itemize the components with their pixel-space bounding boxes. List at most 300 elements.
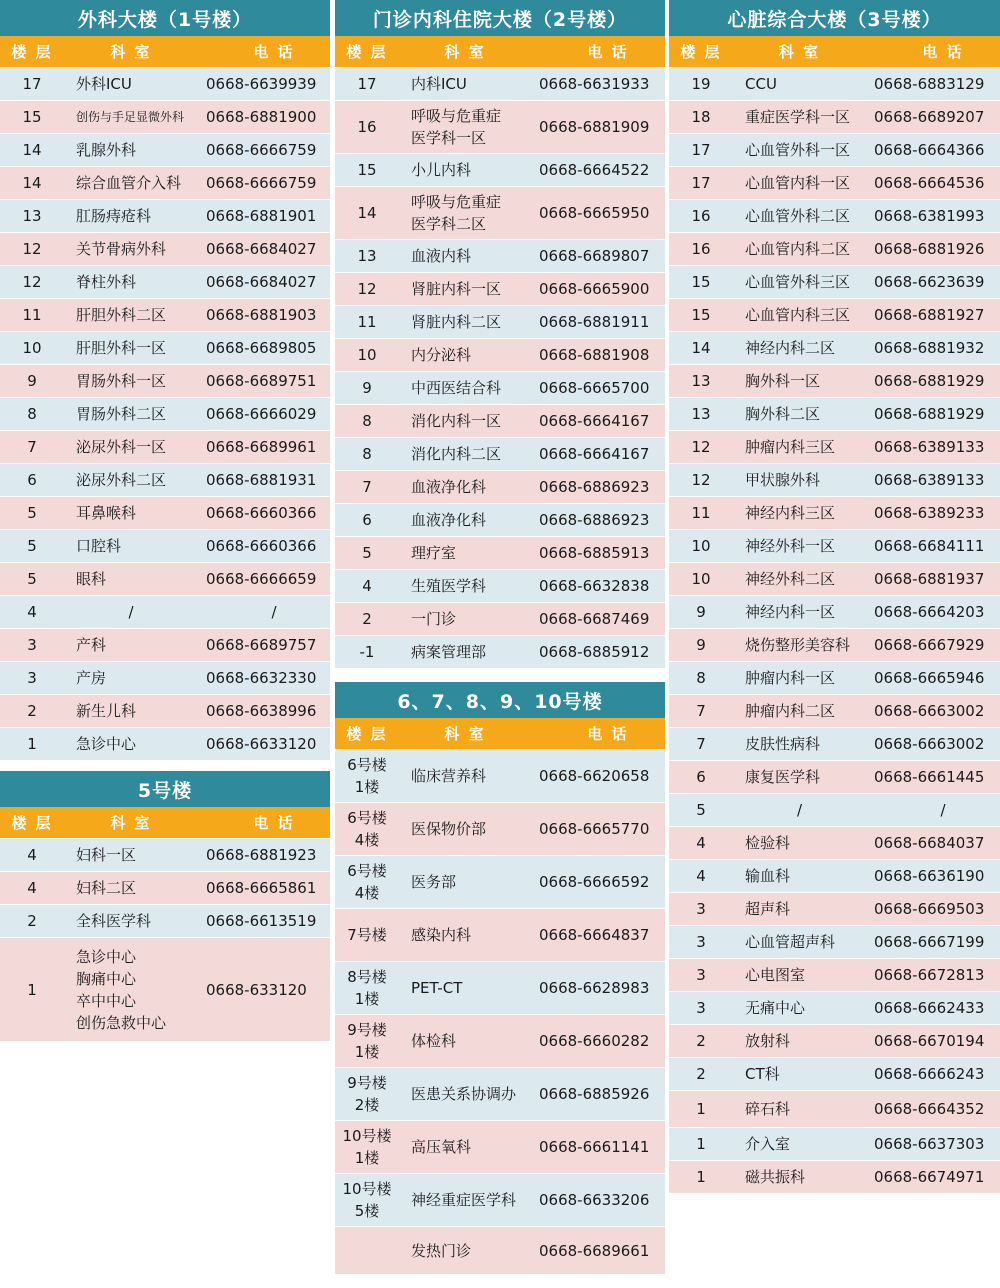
phone-cell: 0668-6886923 <box>539 511 650 529</box>
floor-cell: 17 <box>691 141 711 159</box>
floor-cell: 17 <box>357 75 377 93</box>
department-cell: 生殖医学科 <box>411 577 487 595</box>
table-row <box>669 496 1000 529</box>
floor-cell: 10 <box>691 537 711 555</box>
phone-cell: 0668-6881900 <box>206 108 317 126</box>
floor-cell: 16 <box>691 240 711 258</box>
phone-cell: 0668-6881932 <box>874 339 985 357</box>
department-cell: 医务部 <box>411 873 457 891</box>
department-cell: 心血管内科一区 <box>745 174 851 192</box>
floor-cell: 2 <box>696 1065 706 1083</box>
floor-cell: 16 <box>357 118 377 136</box>
table-row <box>669 331 1000 364</box>
department-cell: 消化内科一区 <box>411 412 502 430</box>
phone-cell: 0668-6689751 <box>206 372 317 390</box>
phone-cell: 0668-6628983 <box>539 979 650 997</box>
table-row <box>669 727 1000 760</box>
floor-cell: 17 <box>691 174 711 192</box>
floor-cell: 9 <box>696 603 706 621</box>
building-title: 外科大楼（1号楼） <box>0 0 330 36</box>
phone-cell: 0668-6665770 <box>539 820 650 838</box>
phone-cell: 0668-6633120 <box>206 735 317 753</box>
building-1-table <box>0 0 330 760</box>
building-5-table <box>0 771 330 1041</box>
floor-cell: 3 <box>696 900 706 918</box>
table-row <box>335 305 665 338</box>
header-department: 科 室 <box>444 724 486 743</box>
floor-cell: 1 <box>27 980 37 999</box>
floor-cell: 4 <box>27 846 37 864</box>
floor-cell: 3 <box>27 636 37 654</box>
table-row <box>0 838 330 871</box>
floor-cell: 6号楼 1楼 <box>347 756 387 796</box>
table-row <box>0 199 330 232</box>
phone-cell: 0668-6661445 <box>874 768 985 786</box>
department-cell: 产科 <box>76 636 107 654</box>
table-row <box>669 859 1000 892</box>
phone-cell: 0668-6664522 <box>539 161 650 179</box>
phone-cell: 0668-6666759 <box>206 141 317 159</box>
phone-cell: 0668-6881911 <box>539 313 650 331</box>
table-row <box>669 232 1000 265</box>
department-cell: 心血管外科三区 <box>745 273 851 291</box>
header-floor: 楼 层 <box>680 43 722 61</box>
header-department: 科 室 <box>110 42 152 61</box>
table-row <box>335 749 665 802</box>
floor-cell: 3 <box>696 966 706 984</box>
department-cell: 妇科一区 <box>76 846 137 864</box>
table-row <box>0 661 330 694</box>
department-cell: / <box>128 603 134 621</box>
department-cell: 神经外科一区 <box>745 537 836 555</box>
floor-cell: 16 <box>691 207 711 225</box>
department-cell: 血液净化科 <box>411 478 487 496</box>
department-cell: 康复医学科 <box>745 768 821 786</box>
floor-cell: 13 <box>691 372 711 390</box>
department-cell: 肿瘤内科二区 <box>745 702 836 720</box>
phone-cell: 0668-6665900 <box>539 280 650 298</box>
department-cell: 输血科 <box>745 867 791 885</box>
floor-cell: 5 <box>362 544 372 562</box>
phone-cell: 0668-633120 <box>206 980 307 999</box>
table-row <box>669 628 1000 661</box>
floor-cell: 3 <box>27 669 37 687</box>
header-department: 科 室 <box>778 42 821 61</box>
phone-cell: 0668-6883129 <box>874 75 985 93</box>
department-cell: 内分泌科 <box>411 346 472 364</box>
department-cell: 妇科二区 <box>76 879 137 897</box>
table-row <box>335 100 665 153</box>
floor-cell: 12 <box>357 280 377 298</box>
phone-cell: 0668-6389133 <box>874 471 985 489</box>
phone-cell: 0668-6666592 <box>539 873 650 891</box>
floor-cell: 15 <box>691 306 711 324</box>
floor-cell: 14 <box>22 174 42 192</box>
phone-cell: 0668-6669503 <box>874 900 985 918</box>
phone-cell: 0668-6881923 <box>206 846 317 864</box>
header-phone: 电 话 <box>253 814 295 832</box>
department-cell: 产房 <box>76 669 107 687</box>
floor-cell: 15 <box>691 273 711 291</box>
table-row <box>335 802 665 855</box>
table-row <box>669 298 1000 331</box>
table-row <box>0 397 330 430</box>
floor-cell: 10 <box>357 346 377 364</box>
building-title: 6、7、8、9、10号楼 <box>335 682 665 718</box>
department-cell: 泌尿外科一区 <box>76 438 167 456</box>
table-row <box>669 1127 1000 1160</box>
phone-cell: 0668-6689207 <box>874 108 985 126</box>
phone-cell: 0668-6389233 <box>874 504 985 522</box>
phone-cell: 0668-6886923 <box>539 478 650 496</box>
phone-cell: 0668-6623639 <box>874 273 985 291</box>
table-row <box>335 908 665 961</box>
department-cell: 感染内科 <box>411 926 472 944</box>
table-row <box>0 562 330 595</box>
floor-cell: 6 <box>27 471 37 489</box>
phone-cell: 0668-6662433 <box>874 999 985 1017</box>
floor-cell: 11 <box>357 313 377 331</box>
table-row <box>669 562 1000 595</box>
table-row <box>0 133 330 166</box>
table-row <box>669 1160 1000 1193</box>
phone-cell: 0668-6687469 <box>539 610 650 628</box>
header-floor: 楼 层 <box>346 725 388 743</box>
floor-cell: 13 <box>357 247 377 265</box>
department-cell: 临床营养科 <box>411 767 487 785</box>
phone-cell: 0668-6661141 <box>539 1138 650 1156</box>
department-cell: PET-CT <box>411 979 463 997</box>
department-cell: 口腔科 <box>76 537 122 555</box>
department-cell: 新生儿科 <box>76 702 137 720</box>
floor-cell: 5 <box>27 537 37 555</box>
header-phone: 电 话 <box>922 43 964 61</box>
department-cell: 高压氧科 <box>411 1138 472 1156</box>
department-cell: 肝胆外科二区 <box>76 306 167 324</box>
floor-cell: 2 <box>696 1032 706 1050</box>
department-cell: 血液净化科 <box>411 511 487 529</box>
table-row <box>669 100 1000 133</box>
table-row <box>335 635 665 668</box>
phone-cell: 0668-6664203 <box>874 603 985 621</box>
table-row <box>669 826 1000 859</box>
department-cell: 体检科 <box>411 1032 457 1050</box>
floor-cell: 12 <box>22 273 42 291</box>
department-cell: 肾脏内科二区 <box>411 313 502 331</box>
floor-cell: 17 <box>22 75 42 93</box>
phone-cell: 0668-6664837 <box>539 926 650 944</box>
phone-cell: 0668-6881901 <box>206 207 317 225</box>
phone-cell: 0668-6664167 <box>539 445 650 463</box>
building-2-table <box>335 0 665 668</box>
floor-cell: 2 <box>27 912 37 930</box>
table-row <box>335 272 665 305</box>
table-row <box>669 166 1000 199</box>
floor-cell: 7 <box>362 478 372 496</box>
phone-cell: 0668-6631933 <box>539 75 650 93</box>
department-cell: 心血管超声科 <box>745 933 836 951</box>
department-cell: 泌尿外科二区 <box>76 471 167 489</box>
building-title: 5号楼 <box>0 771 330 807</box>
column-header-row <box>335 36 665 67</box>
floor-cell: 8 <box>696 669 706 687</box>
department-cell: 神经内科一区 <box>745 603 836 621</box>
floor-cell: 8号楼 1楼 <box>347 968 387 1008</box>
table-row <box>0 871 330 904</box>
phone-cell: 0668-6620658 <box>539 767 650 785</box>
department-cell: 无痛中心 <box>745 999 806 1017</box>
department-cell: 中西医结合科 <box>411 379 502 397</box>
department-cell: 消化内科二区 <box>411 445 502 463</box>
department-cell: 急诊中心 胸痛中心 卒中中心 创伤急救中心 <box>76 947 167 1032</box>
floor-cell: 12 <box>691 438 711 456</box>
department-cell: 肛肠痔疮科 <box>76 207 152 225</box>
phone-cell: 0668-6663002 <box>874 702 985 720</box>
department-cell: 肾脏内科一区 <box>411 280 502 298</box>
table-row <box>335 371 665 404</box>
department-cell: 胃肠外科一区 <box>76 372 167 390</box>
phone-cell: 0668-6666243 <box>874 1065 985 1083</box>
phone-cell: 0668-6689807 <box>539 247 650 265</box>
floor-cell: 14 <box>357 204 377 222</box>
column-header-row <box>0 36 330 67</box>
floor-cell: 9号楼 2楼 <box>347 1074 387 1114</box>
department-cell: 医保物价部 <box>411 820 487 838</box>
phone-cell: 0668-6664536 <box>874 174 985 192</box>
floor-cell: 11 <box>22 306 42 324</box>
floor-cell: 8 <box>362 445 372 463</box>
department-cell: 胸外科二区 <box>745 405 821 423</box>
phone-cell: 0668-6664167 <box>539 412 650 430</box>
table-row <box>0 937 330 1041</box>
phone-cell: / <box>940 801 946 819</box>
phone-cell: 0668-6638996 <box>206 702 317 720</box>
department-cell: CT科 <box>745 1065 780 1083</box>
floor-cell: 4 <box>696 867 706 885</box>
table-row <box>0 628 330 661</box>
department-cell: 放射科 <box>745 1032 791 1050</box>
phone-cell: 0668-6881927 <box>874 306 985 324</box>
table-row <box>0 694 330 727</box>
department-cell: 心血管内科三区 <box>745 306 851 324</box>
table-row <box>0 529 330 562</box>
column-header-row <box>0 807 330 838</box>
department-cell: 急诊中心 <box>76 735 137 753</box>
table-row <box>335 1014 665 1067</box>
floor-cell: 10 <box>22 339 42 357</box>
table-row <box>335 961 665 1014</box>
table-row <box>669 133 1000 166</box>
floor-cell: 9 <box>362 379 372 397</box>
buildings-6-10-table <box>335 682 665 1274</box>
department-cell: 神经重症医学科 <box>411 1191 517 1209</box>
department-cell: 小儿内科 <box>411 161 472 179</box>
department-cell: 肝胆外科一区 <box>76 339 167 357</box>
floor-cell: 9号楼 1楼 <box>347 1021 387 1061</box>
department-cell: 一门诊 <box>411 610 457 628</box>
floor-cell: 13 <box>22 207 42 225</box>
phone-cell: 0668-6881929 <box>874 405 985 423</box>
floor-cell: 5 <box>27 504 37 522</box>
header-phone: 电 话 <box>587 725 629 743</box>
header-floor: 楼 层 <box>346 43 388 61</box>
table-row <box>0 166 330 199</box>
table-row <box>335 1226 665 1274</box>
header-phone: 电 话 <box>587 43 629 61</box>
table-row <box>0 67 330 100</box>
department-cell: 医患关系协调办 <box>411 1085 517 1103</box>
phone-cell: 0668-6672813 <box>874 966 985 984</box>
phone-cell: 0668-6684037 <box>874 834 985 852</box>
floor-cell: 14 <box>691 339 711 357</box>
table-row <box>335 1120 665 1173</box>
table-row <box>669 463 1000 496</box>
floor-cell: 15 <box>357 161 377 179</box>
department-cell: 综合血管介入科 <box>76 174 182 192</box>
department-cell: 病案管理部 <box>411 643 487 661</box>
phone-cell: 0668-6667929 <box>874 636 985 654</box>
table-row <box>0 232 330 265</box>
department-cell: 理疗室 <box>411 544 457 562</box>
phone-cell: 0668-6613519 <box>206 912 317 930</box>
floor-cell: 4 <box>696 834 706 852</box>
phone-cell: 0668-6674971 <box>874 1168 985 1186</box>
table-row <box>335 437 665 470</box>
floor-cell: 12 <box>691 471 711 489</box>
department-cell: 磁共振科 <box>745 1168 806 1186</box>
floor-cell: 7 <box>27 438 37 456</box>
table-row <box>0 496 330 529</box>
table-row <box>669 925 1000 958</box>
header-phone: 电 话 <box>253 43 295 61</box>
phone-cell: 0668-6632330 <box>206 669 317 687</box>
table-row <box>335 239 665 272</box>
department-cell: 重症医学科一区 <box>745 108 851 126</box>
department-cell: 烧伤整形美容科 <box>745 636 851 654</box>
floor-cell: 7 <box>696 735 706 753</box>
floor-cell: 5 <box>27 570 37 588</box>
table-row <box>669 67 1000 100</box>
floor-cell: 1 <box>696 1135 706 1153</box>
floor-cell: 9 <box>27 372 37 390</box>
table-row <box>335 153 665 186</box>
floor-cell: 1 <box>696 1100 706 1118</box>
table-row <box>0 463 330 496</box>
phone-cell: 0668-6881926 <box>874 240 985 258</box>
phone-cell: 0668-6381993 <box>874 207 985 225</box>
phone-cell: / <box>271 603 277 621</box>
floor-cell: 13 <box>691 405 711 423</box>
table-row <box>335 404 665 437</box>
floor-cell: 1 <box>27 735 37 753</box>
phone-cell: 0668-6881908 <box>539 346 650 364</box>
department-cell: 呼吸与危重症 医学科一区 <box>411 107 502 147</box>
floor-cell: 12 <box>22 240 42 258</box>
phone-cell: 0668-6637303 <box>874 1135 985 1153</box>
department-cell: / <box>796 801 803 819</box>
floor-cell: 10号楼 1楼 <box>342 1127 392 1167</box>
floor-cell: 7号楼 <box>347 926 387 944</box>
table-row <box>0 727 330 760</box>
table-row <box>335 67 665 100</box>
phone-cell: 0668-6684027 <box>206 273 317 291</box>
table-row <box>335 536 665 569</box>
phone-cell: 0668-6689757 <box>206 636 317 654</box>
department-cell: 心血管内科二区 <box>745 240 851 258</box>
department-cell: 胸外科一区 <box>745 372 821 390</box>
table-row <box>0 100 330 133</box>
table-row <box>669 892 1000 925</box>
table-row <box>669 1024 1000 1057</box>
phone-cell: 0668-6684027 <box>206 240 317 258</box>
department-cell: 神经内科三区 <box>745 504 836 522</box>
department-cell: 呼吸与危重症 医学科二区 <box>411 193 502 233</box>
phone-cell: 0668-6667199 <box>874 933 985 951</box>
department-cell: 甲状腺外科 <box>745 471 821 489</box>
phone-cell: 0668-6881909 <box>539 118 650 136</box>
floor-cell: 6 <box>362 511 372 529</box>
table-row <box>669 958 1000 991</box>
table-row <box>0 265 330 298</box>
floor-cell: 18 <box>691 108 711 126</box>
phone-cell: 0668-6881937 <box>874 570 985 588</box>
floor-cell: 6号楼 4楼 <box>347 809 387 849</box>
floor-cell: 8 <box>27 405 37 423</box>
department-cell: 肿瘤内科一区 <box>745 669 836 687</box>
phone-cell: 0668-6389133 <box>874 438 985 456</box>
floor-cell: 6号楼 4楼 <box>347 862 387 902</box>
phone-cell: 0668-6881929 <box>874 372 985 390</box>
floor-cell: -1 <box>359 643 375 661</box>
table-row <box>335 1067 665 1120</box>
department-cell: 创伤与手足显微外科 <box>76 110 185 124</box>
floor-cell: 5 <box>696 801 706 819</box>
table-row <box>669 1090 1000 1127</box>
phone-cell: 0668-6666029 <box>206 405 317 423</box>
table-row <box>669 397 1000 430</box>
floor-cell: 10 <box>691 570 711 588</box>
table-row <box>0 298 330 331</box>
department-cell: 内科ICU <box>411 75 467 93</box>
phone-cell: 0668-6660282 <box>539 1032 650 1050</box>
table-row <box>669 694 1000 727</box>
table-row <box>335 186 665 239</box>
header-department: 科 室 <box>110 813 152 832</box>
floor-cell: 4 <box>27 603 37 621</box>
department-cell: 脊柱外科 <box>76 273 137 291</box>
department-cell: 神经外科二区 <box>745 570 836 588</box>
phone-cell: 0668-6666759 <box>206 174 317 192</box>
department-cell: 胃肠外科二区 <box>76 405 167 423</box>
department-cell: 心电图室 <box>745 966 806 984</box>
department-cell: 检验科 <box>745 834 791 852</box>
phone-cell: 0668-6684111 <box>874 537 985 555</box>
phone-cell: 0668-6639939 <box>206 75 317 93</box>
table-row <box>669 265 1000 298</box>
phone-cell: 0668-6660366 <box>206 504 317 522</box>
table-row <box>669 1057 1000 1090</box>
phone-cell: 0668-6664366 <box>874 141 985 159</box>
department-cell: 眼科 <box>76 570 107 588</box>
floor-cell: 10号楼 5楼 <box>342 1180 392 1220</box>
floor-cell: 19 <box>691 75 711 93</box>
department-cell: 皮肤性病科 <box>745 735 821 753</box>
phone-cell: 0668-6881903 <box>206 306 317 324</box>
table-row <box>669 760 1000 793</box>
table-row <box>669 529 1000 562</box>
department-cell: 血液内科 <box>411 247 472 265</box>
phone-cell: 0668-6670194 <box>874 1032 985 1050</box>
